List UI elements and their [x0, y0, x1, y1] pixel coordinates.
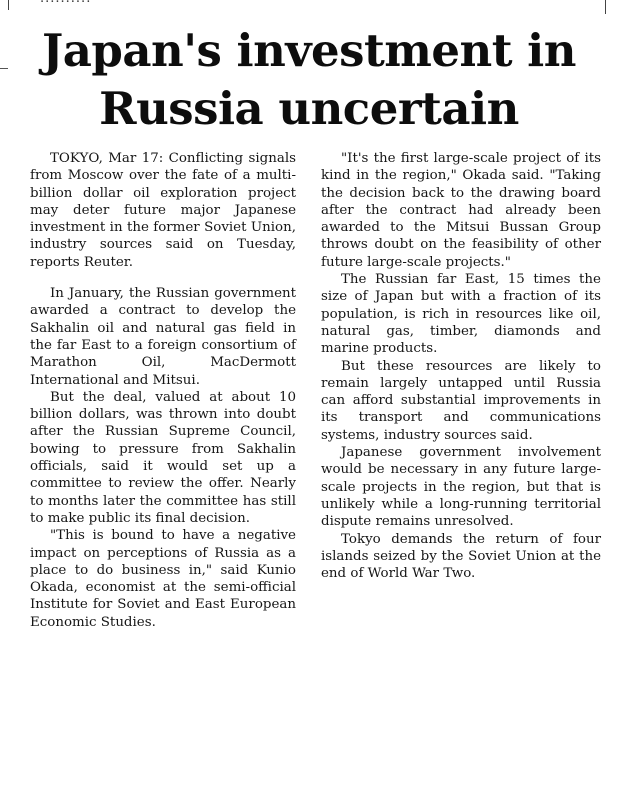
- right-paragraph-5: Tokyo demands the return of four islands seized by the Soviet Union at the end of World War Two.: [321, 531, 601, 582]
- left-paragraph-1: TOKYO, Mar 17: Conflicting signals from Moscow over the fate of a multi-billion dollar oil exploration project may deter future major Japanese investment in the former Soviet Union, industry sources said on Tuesday, reports Reuter.: [30, 151, 296, 270]
- left-paragraph-3: But the deal, valued at about 10 billion dollars, was thrown into doubt after the Russian Supreme Council, bowing to pressure from Sakhalin officials, said it would set up a committee to review the offer. Nearly to months later the committee has still to make public its final decision.: [30, 389, 296, 526]
- right-column: [321, 150, 601, 582]
- frame-line-left: [8, 0, 9, 10]
- right-paragraph-2: The Russian far East, 15 times the size of Japan but with a fraction of its population, is rich in resources like oil, natural gas, timber, diamonds and marine products.: [321, 272, 601, 357]
- right-paragraph-1: "It's the first large-scale project of its kind in the region," Okada said. "Taking the decision back to the drawing board after the contract had already been awarded to the Mitsui Bussan Group throws doubt on the feasibility of other future large-scale projects.": [321, 151, 601, 270]
- article-headline: Japan's investment in Russia uncertain: [41, 24, 576, 135]
- left-column: [30, 150, 296, 631]
- margin-tick: [0, 68, 8, 69]
- frame-line-right: [605, 0, 606, 14]
- clipped-top-edge: [0, 0, 619, 12]
- clipped-top-text: [40, 0, 91, 6]
- right-paragraph-4: Japanese government involvement would be necessary in any future large-scale projects in the region, but that is unlikely while a long-running territorial dispute remains unresolved.: [321, 445, 601, 530]
- left-paragraph-2: In January, the Russian government awarded a contract to develop the Sakhalin oil and natural gas field in the far East to a foreign consortium of Marathon Oil, MacDermott International and Mitsui.: [30, 286, 296, 388]
- left-paragraph-4: "This is bound to have a negative impact on perceptions of Russia as a place to do business in," said Kunio Okada, economist at the semi-official Institute for Soviet and East European Economic Studies.: [30, 528, 296, 630]
- right-paragraph-3: But these resources are likely to remain largely untapped until Russia can afford substantial improvements in its transport and communications systems, industry sources said.: [321, 358, 601, 443]
